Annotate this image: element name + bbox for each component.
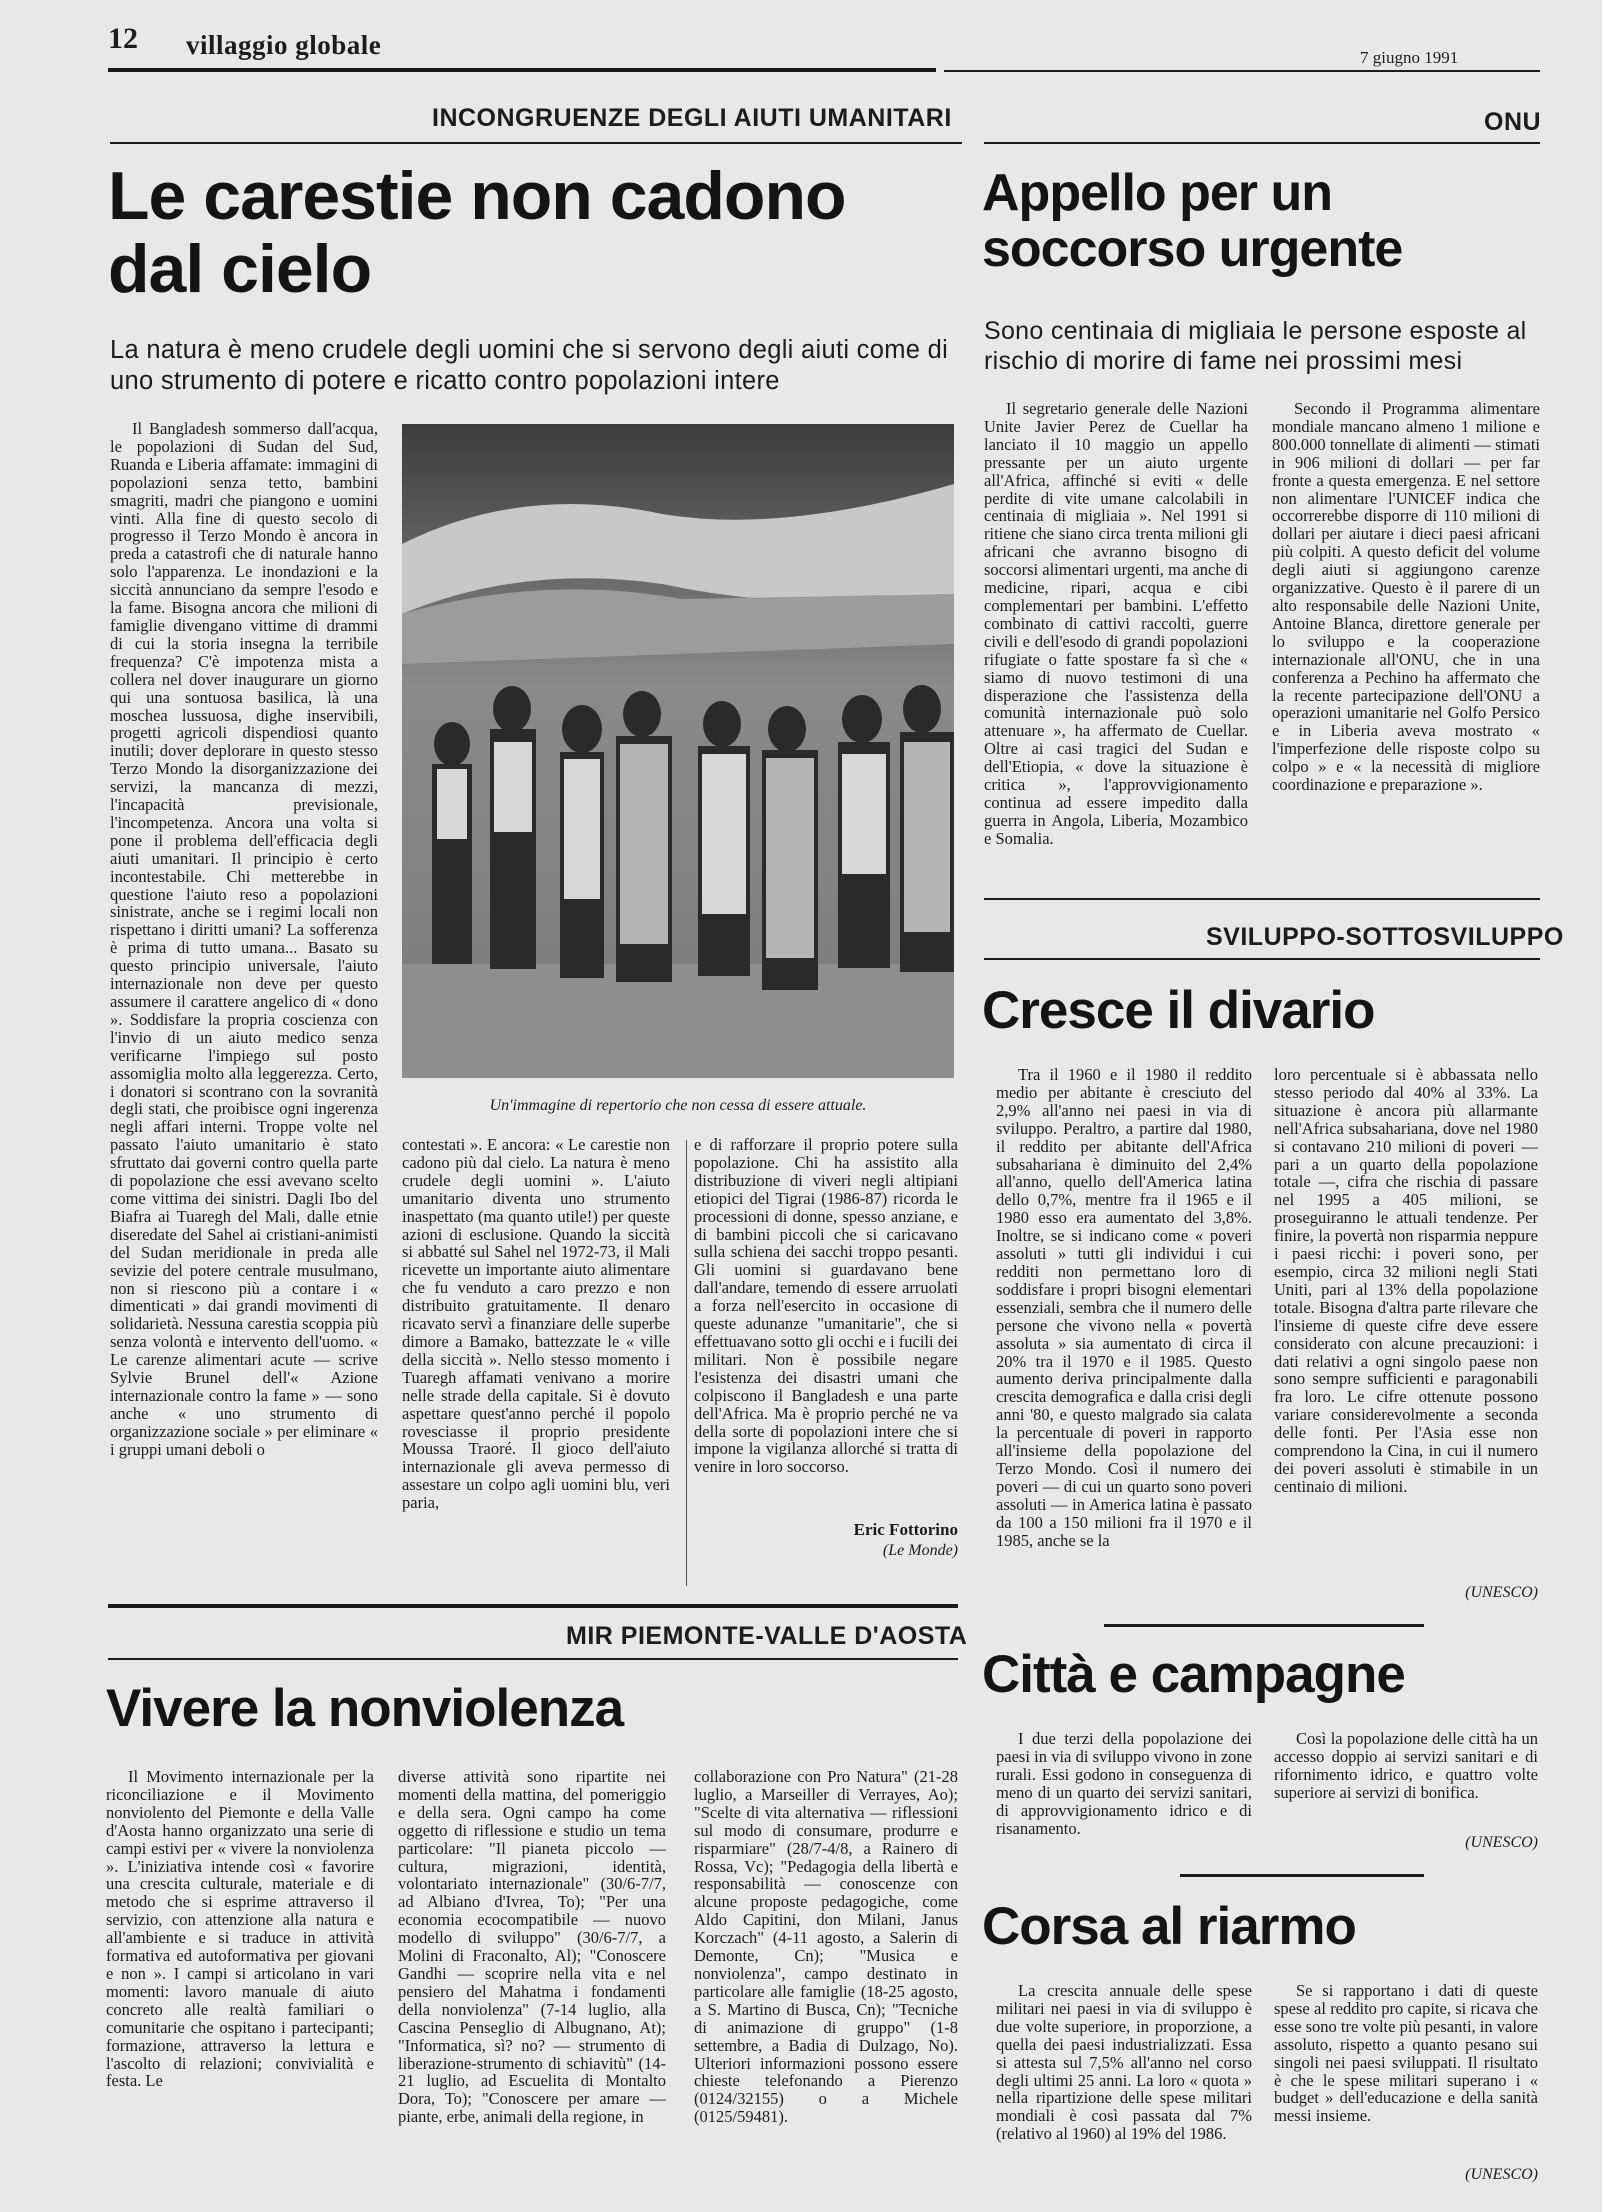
article5-headline: Città e campagne bbox=[982, 1645, 1405, 1704]
article6-col1-text: La crescita annuale delle spese militari nei paesi in via di sviluppo è due volte superiore, in proporzione, a quella dei paesi industrializzati. Essa si attesta sul 7,5% all'anno nel corso degli ultimi 25 anni. La loro « quota » nella ripartizione delle spese militari mondiali è così passata dal 7% (relativo al 1960) al 19% del 1986. bbox=[996, 1982, 1252, 2144]
article1-col2-text: contestati ». E ancora: « Le carestie non cadono più dal cielo. La natura è meno crudele degli uomini ». L'aiuto umanitario diventa uno strumento inaspettato (ma quanto utile!) per queste azioni di esclusione. Quando la siccità si abbatté sul Sahel nel 1972-73, il Mali ricevette un importante aiuto alimentare che fu venduto a caro prezzo e non distribuito gratuitamente. Il denaro ricavato servì a finanziare delle superbe dimore a Bamako, battezzate le « ville della siccità ». Nello stesso momento i Tuaregh affamati venivano a morire nelle strade della capitale. Si è dovuto aspettare quest'anno perché il popolo rovesciasse il proprio presidente Moussa Traoré. Il gioco dell'aiuto internazionale gli aveva permesso di assestare un colpo agli uomini blu, veri paria, bbox=[402, 1136, 670, 1513]
article1-kicker: INCONGRUENZE DEGLI AIUTI UMANITARI bbox=[432, 104, 952, 132]
article4-col1-text: Il Movimento internazionale per la riconciliazione e il Movimento nonviolento del Piemonte e della Valle d'Aosta hanno organizzato una serie di campi estivi per « vivere la nonviolenza ». L'iniziativa intende così « favorire una crescita culturale, materiale e di metodo che si esprime attraverso il servizio, con attenzione alla natura e all'ambiente e si traduce in attività formativa ed autoformativa per giovani e non ». I campi si articolano in vari momenti: lavoro manuale di aiuto concreto alle realtà familiari o comunitarie che ospitano i partecipanti; formazione, attraverso la lettura e l'ascolto di relazioni; convivialità e festa. Le bbox=[106, 1768, 374, 2091]
article3-column-2 bbox=[1274, 1066, 1538, 1564]
article6-headline: Corsa al riarmo bbox=[982, 1897, 1356, 1956]
article4-column-1 bbox=[106, 1768, 374, 2208]
article3-source: (UNESCO) bbox=[1465, 1584, 1538, 1601]
article5-source: (UNESCO) bbox=[1465, 1834, 1538, 1851]
article1-source: (Le Monde) bbox=[882, 1542, 958, 1559]
article2-kicker-rule bbox=[984, 142, 1540, 144]
article1-headline: Le carestie non cadono dal cielo bbox=[108, 158, 846, 308]
article5-column-1 bbox=[996, 1730, 1252, 1846]
article2-deck: Sono centinaia di migliaia le persone esposte al rischio di morire di fame nei prossimi mesi bbox=[984, 317, 1527, 375]
publication-name: villaggio globale bbox=[186, 30, 382, 60]
page-number: 12 bbox=[108, 22, 138, 55]
article6-source: (UNESCO) bbox=[1465, 2166, 1538, 2183]
article1-photo-caption: Un'immagine di repertorio che non cessa di essere attuale. bbox=[489, 1097, 867, 1114]
article1-col3-text: e di rafforzare il proprio potere sulla popolazione. Chi ha assistito alla distribuzione di viveri negli altipiani etiopici del Tigrai (1986-87) ricorda le processioni di donne, spesso anziane, e di bambini piccoli che si caricavano sulla schiena dei sacchi troppo pesanti. Gli uomini si guardavano bene dall'andare, temendo di essere arruolati a forza nell'esercito in occasione di queste adunanze "umanitarie", che si effettuavano sotto gli occhi e i fucili dei militari. Non è possibile negare l'esistenza dei disastri umani che colpiscono il Bangladesh e una parte dell'Africa. Ma è proprio perché ne va della sorte di popolazioni intere che si impone la vigilanza allorché si tratta di venire in loro soccorso. bbox=[694, 1136, 958, 1477]
masthead-rule-left bbox=[108, 68, 936, 72]
article1-deck: La natura è meno crudele degli uomini che si servono degli aiuti come di uno strumento di potere e ricatto contro popolazioni intere bbox=[110, 336, 949, 395]
article1-column-2 bbox=[402, 1136, 670, 1592]
article5-top-rule bbox=[1104, 1624, 1424, 1627]
article1-col1-text: Il Bangladesh sommerso dall'acqua, le popolazioni di Sudan del Sud, Ruanda e Liberia affamate: immagini di popolazioni senza tetto, bambini smagriti, madri che piangono e uomini vinti. Alla fine di questo secolo di progresso il Terzo Mondo è ancora in preda a catastrofi che di naturale hanno solo l'apparenza. Le inondazioni e la siccità annunciano da sempre l'esodo e la fame. Bisogna ancora che milioni di famiglie divengano vittime di drammi di cui la storia insegna la terribile frequenza? C'è impotenza mista a collera nel dover inaugurare un giorno qui una sontuosa basilica, là una moschea lussuosa, dighe inservibili, progetti agricoli dispendiosi quanto inutili; dover deplorare in questo stesso Terzo Mondo la disorganizzazione dei servizi, la mancanza di mezzi, l'incapacità previsionale, l'incompetenza. Ancora una volta si pone il problema dell'efficacia degli aiuti umanitari. Il principio è certo incontestabile. Chi metterebbe in questione l'aiuto reso a popolazioni sinistrate, anche se i regimi locali non rispettano i diritti umani? La sofferenza è prima di tutto umana... Basato su questo principio universale, l'aiuto internazionale non deve per questo assumere il carattere angelico di « dono ». Soddisfare la propria coscienza con l'invio di un aiuto medico senza verificarne l'impiego sul posto assomiglia molto alla leggerezza. Certo, i donatori si scontrano con la sovranità degli stati, che proibisce ogni ingerenza negli affari interni. Troppe volte nel passato l'aiuto umanitario è stato sfruttato dai governi contro quella parte di popolazione che essi avevano scelto come vittima dei sinistri. Dagli Ibo del Biafra ai Tuaregh del Mali, dalle etnie diseredate del Sahel ai cristiani-animisti del Sudan meridionale in preda alle sevizie del potere centrale musulmano, non si riescono più a contare i « dimenticati » dai grandi movimenti di solidarietà. Nessuna carestia scoppia più senza volontà e intervento dell'uomo. « Le carenze alimentari acute — scrive Sylvie Brunel dell'« Azione internazionale contro la fame » — sono anche « uno strumento di organizzazione sociale » per eliminare « i gruppi umani deboli o bbox=[110, 420, 378, 1459]
article2-column-1 bbox=[984, 400, 1248, 880]
article4-headline: Vivere la nonviolenza bbox=[106, 1679, 624, 1738]
article3-kicker: SVILUPPO-SOTTOSVILUPPO bbox=[1206, 923, 1564, 951]
article2-col1-text: Il segretario generale delle Nazioni Unite Javier Perez de Cuellar ha lanciato il 10 maggio un appello pressante per un aiuto urgente all'Africa, affinché si eviti « delle perdite di vite umane calcolabili in centinaia di migliaia ». Nel 1991 si ritiene che siano circa trenta milioni gli africani che avranno bisogno di soccorsi alimentari urgenti, ma anche di medicine, ripari, acqua e cibi complementari per bambini. L'effetto combinato di cattivi raccolti, guerre civili e dell'esodo di grandi popolazioni rifugiate o fatte spostare fa sì che « siamo di nuovo testimoni di una disperazione che l'assistenza della comunità internazionale può solo attenuare », ha affermato de Cuellar. Oltre ai casi tragici del Sudan e dell'Etiopia, « dove la situazione è critica », l'approvvigionamento continua ad essere impedito dalla guerra in Angola, Liberia, Mozambico e Somalia. bbox=[984, 400, 1248, 848]
article5-col2-text: Così la popolazione delle città ha un accesso doppio ai servizi sanitari e di rifornimento idrico, e quattro volte superiore ai servizi di bonifica. bbox=[1274, 1730, 1538, 1802]
article2-col2-text: Secondo il Programma alimentare mondiale mancano almeno 1 milione e 800.000 tonnellate di alimenti — stimati in 906 milioni di dollari — per far fronte a questa emergenza. E nel settore non alimentare l'UNICEF indica che occorrerebbe disporre di 110 milioni di dollari per aiutare i dieci paesi africani più colpiti. A questo deficit del volume degli aiuti si aggiungono carenze organizzative. Questo è il parere di un alto responsabile delle Nazioni Unite, Antoine Blanca, direttore generale per lo sviluppo e la cooperazione internazionale all'ONU, che in una conferenza a Pechino ha affermato che la recente partecipazione dell'ONU a operazioni umanitarie nel Golfo Persico e in Liberia aveva mostrato « l'imperfezione delle risposte colpo su colpo » e « la necessità di migliore coordinazione e preparazione ». bbox=[1272, 400, 1540, 795]
article1-author: Eric Fottorino bbox=[853, 1520, 958, 1539]
article2-bottom-rule bbox=[984, 898, 1540, 900]
article4-kicker-rule bbox=[108, 1658, 958, 1660]
article1-bottom-rule bbox=[108, 1604, 958, 1608]
article6-top-rule bbox=[1180, 1874, 1424, 1877]
article3-kicker-rule bbox=[984, 958, 1540, 960]
issue-date: 7 giugno 1991 bbox=[1360, 48, 1459, 67]
article4-column-3 bbox=[694, 1768, 958, 2186]
article6-column-2 bbox=[1274, 1982, 1538, 2146]
article4-column-2 bbox=[398, 1768, 666, 2208]
article4-kicker: MIR PIEMONTE-VALLE D'AOSTA bbox=[566, 1622, 968, 1650]
article2-headline: Appello per un soccorso urgente bbox=[982, 164, 1403, 279]
article6-col2-text: Se si rapportano i dati di queste spese al reddito pro capite, si ricava che esse sono tre volte più pesanti, in valore assoluto, rispetto a quanto pesano sui singoli nei paesi sviluppati. Il risultato è che le spese militari superano i « budget » dell'educazione e della sanità messi insieme. bbox=[1274, 1982, 1538, 2126]
article5-column-2 bbox=[1274, 1730, 1538, 1810]
article1-photo bbox=[402, 424, 954, 1078]
article4-col2-text: diverse attività sono ripartite nei momenti della mattina, del pomeriggio e della sera. Ogni campo ha come oggetto di riflessione e studio un tema particolare: "Il pianeta piccolo — cultura, migrazioni, identità, volontariato internazionale" (30/6-7/7, ad Albiano d'Ivrea, To); "Per una economia ecocompatibile — nuovo modello di sviluppo" (30/6-7/7, a Molini di Fraconalto, Al); "Conoscere Gandhi — scoprire nella vita e nel pensiero del Mahatma i fondamenti della nonviolenza" (7-14 luglio, alla Cascina Penseglio di Albugnano, At); "Informatica, sì? no? — strumento di liberazione-strumento di schiavitù" (14-21 luglio, ad Escuelita di Montalto Dora, To); "Conoscere per amare — piante, erbe, animali della regione, in bbox=[398, 1768, 666, 2127]
article3-col1-text: Tra il 1960 e il 1980 il reddito medio per abitante è cresciuto del 2,9% all'anno nei paesi in via di sviluppo. Peraltro, a partire dal 1980, il reddito per abitante dell'Africa subsahariana è diminuito del 2,4% all'anno, quello dell'America latina dello 0,7%, mentre fra il 1965 e il 1980 esso era aumentato del 3,8%. Inoltre, se si indicano come « poveri assoluti » tutti gli individui i cui redditi non permettano loro di soddisfare i propri bisogni elementari essenziali, sembra che il numero delle persone che vivono nella « povertà assoluta » sia aumentato di circa il 20% tra il 1970 e il 1985. Questo aumento deriva principalmente dalla crescita demografica e dalla crisi degli anni '80, e questo malgrado sia calata la percentuale di poveri in rapporto all'insieme della popolazione del Terzo Mondo. Così il numero dei poveri — di cui un quarto sono poveri assoluti — in America latina è passato da 100 a 150 milioni fra il 1970 e il 1985, anche se la bbox=[996, 1066, 1252, 1550]
article1-column-3 bbox=[694, 1136, 958, 1500]
article2-kicker: ONU bbox=[1484, 108, 1542, 136]
article5-col1-text: I due terzi della popolazione dei paesi in via di sviluppo vivono in zone rurali. Essi godono in conseguenza di meno di un quarto dei servizi sanitari, di approvvigionamento idrico e di risanamento. bbox=[996, 1730, 1252, 1838]
article1-column-1 bbox=[110, 420, 378, 1588]
article4-col3-text: collaborazione con Pro Natura" (21-28 luglio, a Marseiller di Verrayes, Ao); "Scelte di vita alternativa — riflessioni sul modo di consumare, produrre e risparmiare" (28/7-4/8, a Rainero di Rossa, Vc); "Pedagogia della libertà e responsabilità — conoscenze con alcune proposte pedagogiche, come Aldo Capitini, don Milani, Janus Korczach" (4-11 agosto, a Salerin di Demonte, Cn); "Musica e nonviolenza", campo destinato in particolare alle famiglie (18-25 agosto, a S. Martino di Busca, Cn); "Tecniche di animazione di gruppo" (1-8 settembre, a Badia di Dulzago, No). Ulteriori informazioni possono essere chieste telefonando a Pierenzo (0124/32155) o a Michele (0125/59481). bbox=[694, 1768, 958, 2127]
article3-headline: Cresce il divario bbox=[982, 981, 1375, 1040]
masthead-rule-right bbox=[944, 70, 1540, 72]
article1-kicker-rule bbox=[110, 142, 962, 144]
refugees-photo-image bbox=[402, 424, 954, 1078]
article2-column-2 bbox=[1272, 400, 1540, 880]
article1-column-divider bbox=[686, 1140, 687, 1586]
article3-column-1 bbox=[996, 1066, 1252, 1606]
article3-col2-text: loro percentuale si è abbassata nello stesso periodo dal 40% al 33%. La situazione è ancora più allarmante nell'Africa subsahariana, dove nel 1980 si contavano 210 milioni di poveri — pari a un quarto della popolazione totale —, cifra che rischia di passare nel 1995 a 405 milioni, se proseguiranno le attuali tendenze. Per finire, la povertà non risparmia neppure i paesi ricchi: i poveri sono, per esempio, circa 32 milioni negli Stati Uniti, pari al 13% della popolazione totale. Bisogna d'altra parte rilevare che l'insieme di queste cifre deve essere considerato con alcune precauzioni: i dati relativi a ogni singolo paese non sono sempre sufficienti e paragonabili fra loro. Le cifre ottenute possono variare considerevolmente a seconda delle fonti. Per l'Asia esse non comprendono la Cina, in cui il numero dei poveri assoluti è stimabile in un centinaio di milioni. bbox=[1274, 1066, 1538, 1496]
article6-column-1 bbox=[996, 1982, 1252, 2182]
